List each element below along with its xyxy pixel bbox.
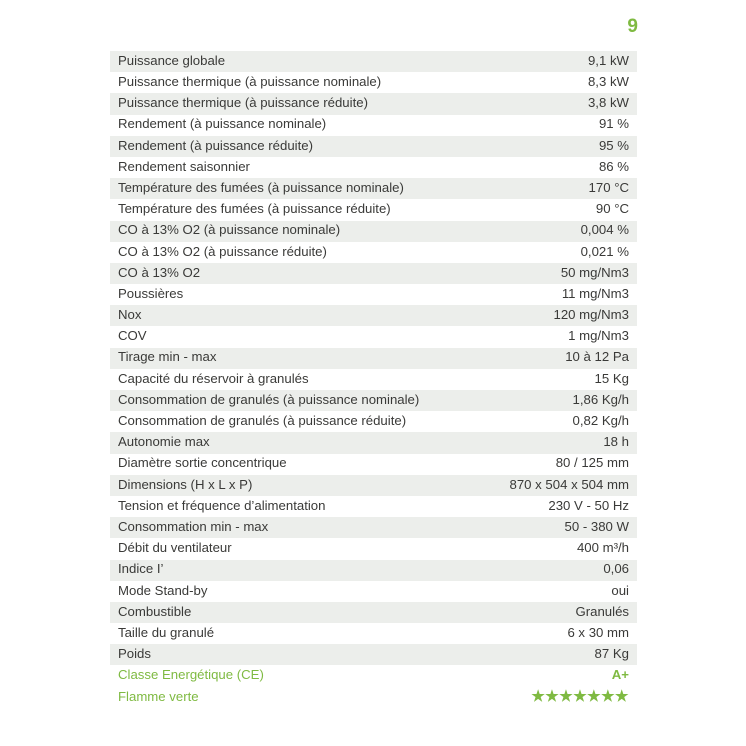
spec-label: Tirage min - max xyxy=(118,349,217,365)
table-row xyxy=(110,326,637,347)
spec-value: A+ xyxy=(611,667,629,683)
table-row xyxy=(110,687,637,709)
spec-value: 10 à 12 Pa xyxy=(565,349,629,365)
page-number: 9 xyxy=(627,16,638,37)
spec-value: 18 h xyxy=(603,434,629,450)
spec-value: 80 / 125 mm xyxy=(555,455,629,471)
table-row xyxy=(110,602,637,623)
spec-label: Rendement (à puissance réduite) xyxy=(118,137,313,153)
spec-value: 90 °C xyxy=(595,201,629,217)
spec-label: Consommation min - max xyxy=(118,518,269,534)
spec-label: Capacité du réservoir à granulés xyxy=(118,370,309,386)
spec-label: Autonomie max xyxy=(118,434,210,450)
spec-value: 50 mg/Nm3 xyxy=(560,264,629,280)
table-row xyxy=(110,475,637,496)
table-row xyxy=(110,93,637,114)
table-row xyxy=(110,390,637,411)
spec-label: Nox xyxy=(118,307,142,323)
spec-label: Dimensions (H x L x P) xyxy=(118,476,253,492)
spec-value: 87 Kg xyxy=(594,646,629,662)
spec-value: 9,1 kW xyxy=(587,52,629,68)
table-row xyxy=(110,221,637,242)
spec-value: 15 Kg xyxy=(594,370,629,386)
spec-label: Mode Stand-by xyxy=(118,582,208,598)
spec-label: CO à 13% O2 xyxy=(118,264,201,280)
spec-label: Débit du ventilateur xyxy=(118,540,232,556)
spec-label: CO à 13% O2 (à puissance réduite) xyxy=(118,243,327,259)
table-row xyxy=(110,178,637,199)
spec-label: Consommation de granulés (à puissance réduite) xyxy=(118,413,407,429)
table-row xyxy=(110,263,637,284)
spec-value: 95 % xyxy=(598,137,629,153)
spec-label: Poussières xyxy=(118,285,184,301)
table-row xyxy=(110,517,637,538)
spec-value: 8,3 kW xyxy=(587,74,629,90)
table-row xyxy=(110,560,637,581)
table-row xyxy=(110,72,637,93)
table-row xyxy=(110,496,637,517)
star-rating: ★★★★★★★ xyxy=(531,687,629,705)
spec-label: Puissance thermique (à puissance réduite) xyxy=(118,95,368,111)
spec-value: 0,004 % xyxy=(580,222,629,238)
table-row xyxy=(110,305,637,326)
spec-value: 91 % xyxy=(598,116,629,132)
specifications-table-body xyxy=(110,51,637,708)
spec-label: Puissance thermique (à puissance nominale) xyxy=(118,74,382,90)
spec-value: 230 V - 50 Hz xyxy=(548,497,629,513)
table-row xyxy=(110,157,637,178)
spec-label: Taille du granulé xyxy=(118,624,215,640)
table-row xyxy=(110,369,637,390)
table-row xyxy=(110,665,637,686)
spec-label: Flamme verte xyxy=(118,688,199,704)
spec-label: Combustible xyxy=(118,603,192,619)
spec-value: 400 m³/h xyxy=(576,540,629,556)
spec-value: 120 mg/Nm3 xyxy=(553,307,629,323)
spec-label: Rendement saisonnier xyxy=(118,158,250,174)
table-row xyxy=(110,115,637,136)
spec-value: oui xyxy=(611,582,629,598)
spec-value: 11 mg/Nm3 xyxy=(561,285,629,301)
table-row xyxy=(110,348,637,369)
spec-label: Classe Energétique (CE) xyxy=(118,667,264,683)
table-row xyxy=(110,136,637,157)
spec-value: 50 - 380 W xyxy=(564,518,629,534)
table-row xyxy=(110,432,637,453)
spec-label: Consommation de granulés (à puissance nominale) xyxy=(118,391,420,407)
spec-label: Rendement (à puissance nominale) xyxy=(118,116,327,132)
spec-value: 86 % xyxy=(598,158,629,174)
spec-value: Granulés xyxy=(575,603,629,619)
spec-value: 3,8 kW xyxy=(587,95,629,111)
spec-value: 1 mg/Nm3 xyxy=(568,328,629,344)
table-row xyxy=(110,454,637,475)
spec-label: Indice I’ xyxy=(118,561,164,577)
spec-label: Poids xyxy=(118,646,151,662)
table-row xyxy=(110,199,637,220)
spec-label: Température des fumées (à puissance nominale) xyxy=(118,179,404,195)
spec-value: 0,021 % xyxy=(580,243,629,259)
spec-value: 0,06 xyxy=(603,561,629,577)
spec-label: Température des fumées (à puissance réduite) xyxy=(118,201,391,217)
table-row xyxy=(110,581,637,602)
spec-label: Tension et fréquence d’alimentation xyxy=(118,497,326,513)
specifications-table xyxy=(110,51,637,708)
table-row xyxy=(110,51,637,72)
table-row xyxy=(110,411,637,432)
table-row xyxy=(110,644,637,665)
table-row xyxy=(110,284,637,305)
spec-value: 170 °C xyxy=(588,179,629,195)
spec-value: 1,86 Kg/h xyxy=(572,391,629,407)
spec-label: Puissance globale xyxy=(118,52,226,68)
spec-value: 0,82 Kg/h xyxy=(572,413,629,429)
spec-label: Diamètre sortie concentrique xyxy=(118,455,287,471)
spec-label: COV xyxy=(118,328,147,344)
table-row xyxy=(110,242,637,263)
spec-value: 6 x 30 mm xyxy=(567,624,629,640)
spec-value: 870 x 504 x 504 mm xyxy=(509,476,629,492)
table-row xyxy=(110,623,637,644)
table-row xyxy=(110,538,637,559)
spec-label: CO à 13% O2 (à puissance nominale) xyxy=(118,222,341,238)
